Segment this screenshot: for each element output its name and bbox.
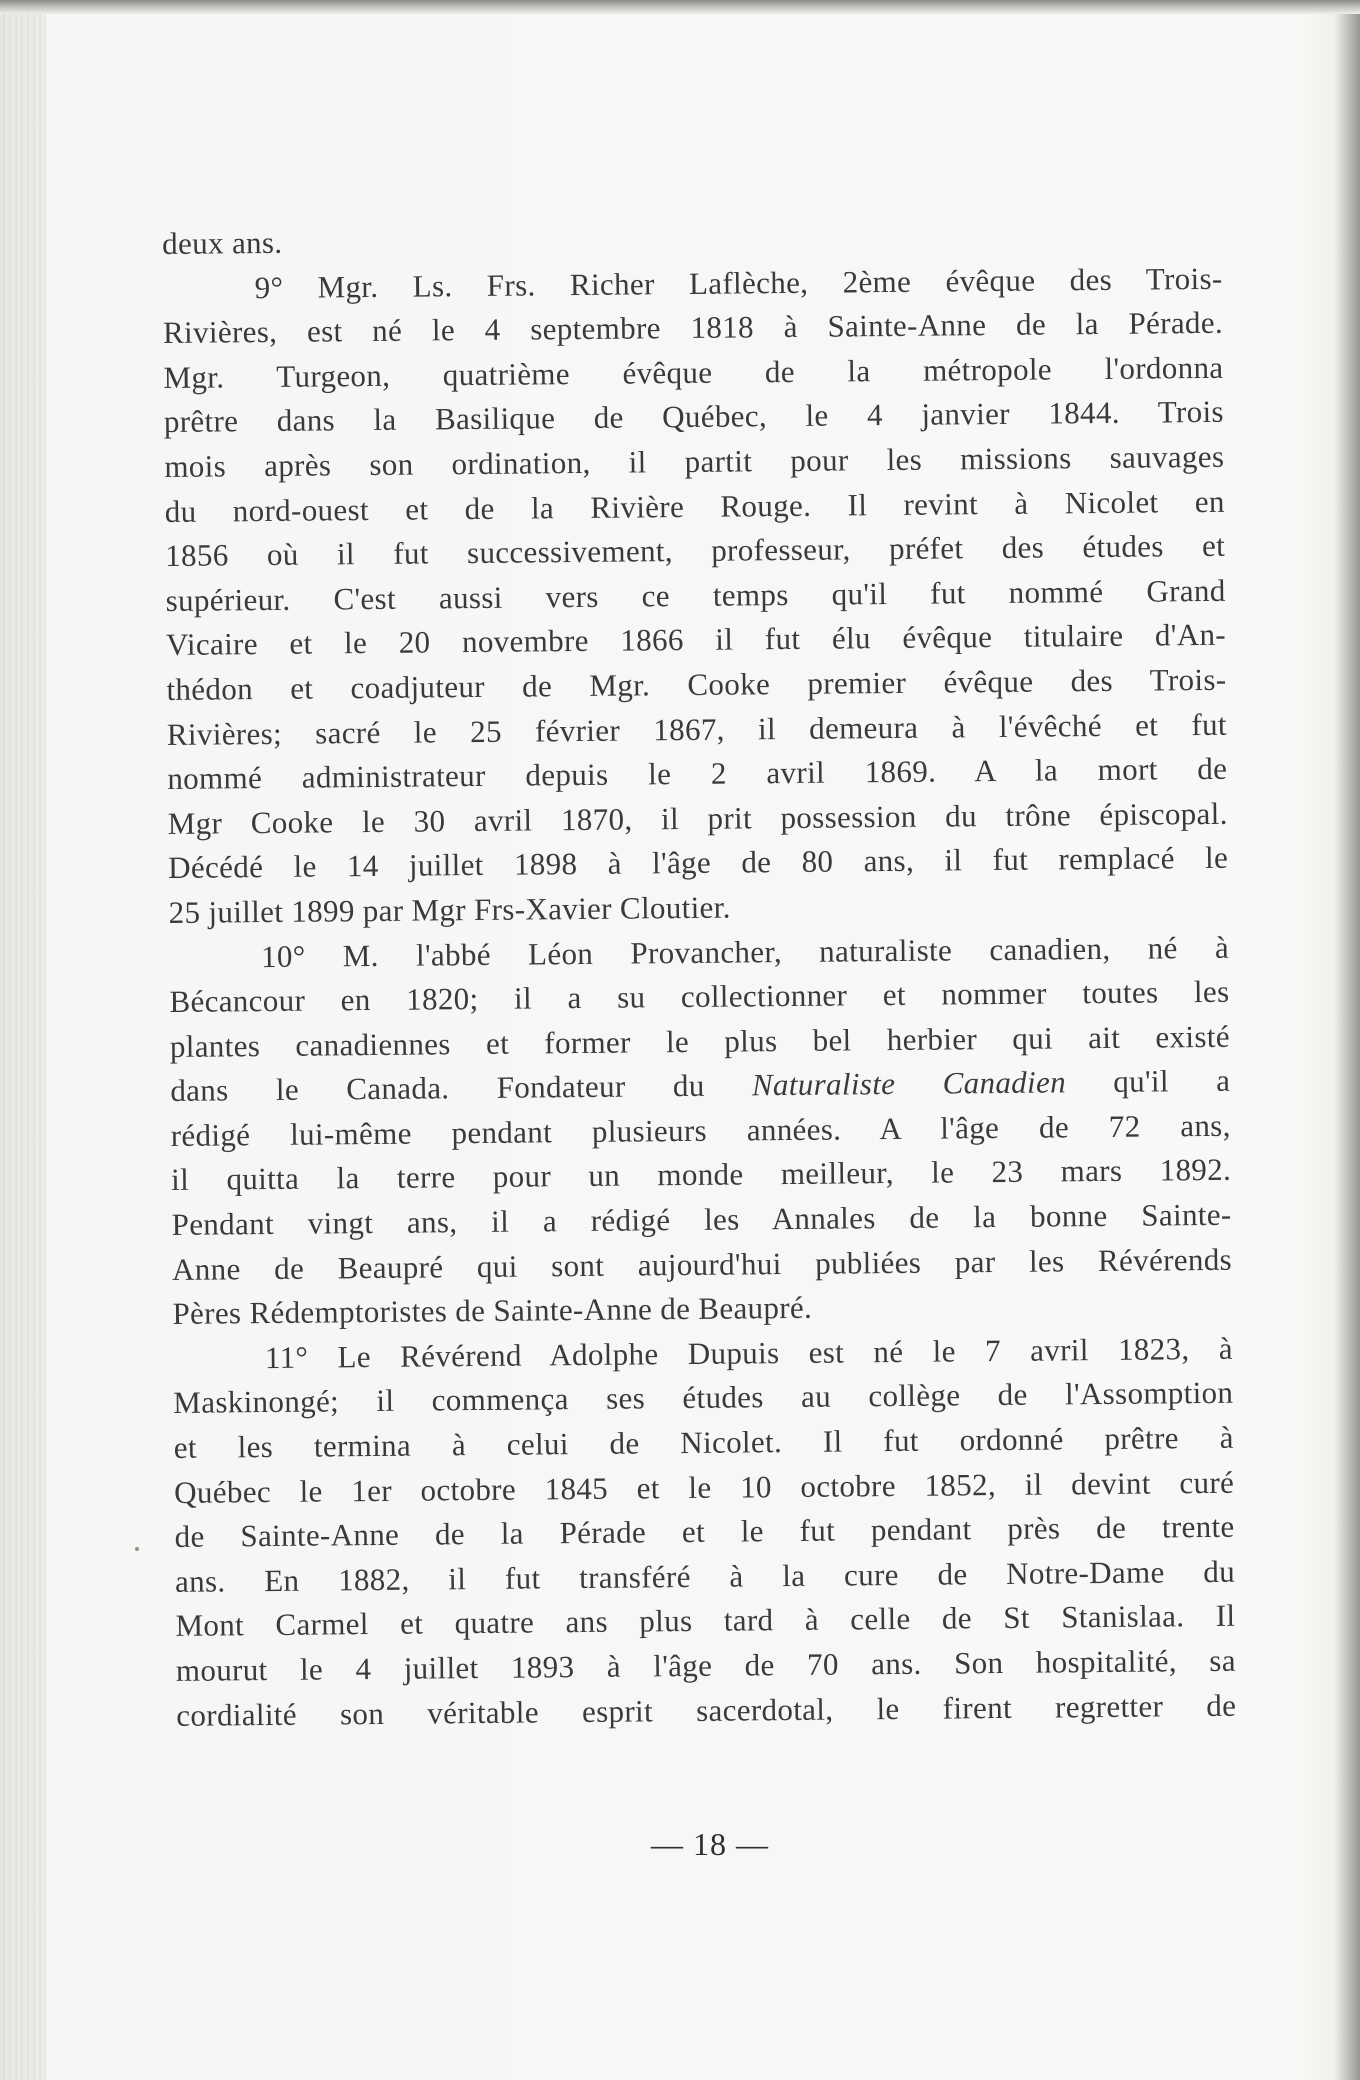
text-line: 11° Le Révérend Adolphe Dupuis est né le 7 avril 1823, à	[264, 1330, 1234, 1375]
text-line: Anne de Beaupré qui sont aujourd'hui publiées par les Révérends	[171, 1241, 1233, 1287]
text-line: Décédé le 14 juillet 1898 à l'âge de 80 ans, il fut remplacé le	[168, 840, 1229, 886]
text-line: Rivières, est né le 4 septembre 1818 à Sainte-Anne de la Pérade.	[162, 305, 1224, 351]
text-line: Mont Carmel et quatre ans plus tard à celle de St Stanislaa. Il	[175, 1598, 1236, 1644]
text-line: deux ans.	[162, 224, 283, 261]
text-line: il quitta la terre pour un monde meilleur, le 23 mars 1892.	[171, 1152, 1232, 1198]
page-stack-edge	[0, 14, 46, 2080]
text-line: Rivières; sacré le 25 février 1867, il demeura à l'évêché et fut	[166, 706, 1228, 752]
text-line: plantes canadiennes et former le plus bel herbier qui ait existé	[169, 1018, 1231, 1064]
text-line: 10° M. l'abbé Léon Provancher, naturaliste canadien, né à	[260, 929, 1230, 974]
text-line: Maskinongé; il commença ses études au collège de l'Assomption	[173, 1375, 1234, 1421]
text-line: du nord-ouest et de la Rivière Rouge. Il revint à Nicolet en	[164, 483, 1225, 529]
text-line: thédon et coadjuteur de Mgr. Cooke premier évêque des Trois-	[166, 661, 1227, 707]
journal-title: Naturaliste Canadien	[751, 1064, 1067, 1103]
text-line: mourut le 4 juillet 1893 à l'âge de 70 ans. Son hospitalité, sa	[175, 1642, 1237, 1688]
ink-speck	[135, 1547, 139, 1551]
scan-top-edge	[0, 0, 1360, 14]
text-line: rédigé lui-même pendant plusieurs années. A l'âge de 72 ans,	[170, 1107, 1231, 1153]
text-line: dans le Canada. Fondateur du Naturaliste Canadien qu'il a	[170, 1063, 1231, 1109]
text-line: Bécancour en 1820; il a su collectionner et nommer toutes les	[169, 973, 1230, 1020]
text-line: 1856 où il fut successivement, professeur, préfet des études et	[165, 527, 1226, 574]
text-line: prêtre dans la Basilique de Québec, le 4 janvier 1844. Trois	[163, 394, 1225, 440]
text-line: Mgr. Turgeon, quatrième évêque de la métropole l'ordonna	[163, 349, 1224, 395]
text-line: 9° Mgr. Ls. Frs. Richer Laflèche, 2ème évêque des Trois-	[254, 260, 1223, 305]
page-right-shadow	[1334, 14, 1360, 2080]
page-body	[162, 212, 1237, 1738]
text-line: ans. En 1882, il fut transféré à la cure de Notre-Dame du	[174, 1553, 1236, 1599]
text-line: Mgr Cooke le 30 avril 1870, il prit possession du trône épiscopal.	[167, 795, 1228, 841]
text-line: et les termina à celui de Nicolet. Il fut ordonné prêtre à	[173, 1419, 1234, 1465]
page-number: — 18 —	[651, 1826, 769, 1862]
text-line: nommé administrateur depuis le 2 avril 1869. A la mort de	[167, 750, 1228, 797]
text-line: Pendant vingt ans, il a rédigé les Annales de la bonne Sainte-	[171, 1196, 1232, 1243]
text-line: de Sainte-Anne de la Pérade et le fut pendant près de trente	[174, 1508, 1235, 1555]
text-line: cordialité son véritable esprit sacerdotal, le firent regretter de	[176, 1687, 1237, 1733]
text-line: Québec le 1er octobre 1845 et le 10 octobre 1852, il devint curé	[174, 1464, 1235, 1510]
text-line: mois après son ordination, il partit pour les missions sauvages	[164, 438, 1225, 484]
text-line: Vicaire et le 20 novembre 1866 il fut élu évêque titulaire d'An-	[165, 617, 1227, 663]
text-line: 25 juillet 1899 par Mgr Frs-Xavier Cloutier.	[168, 889, 731, 930]
text-line: Pères Rédemptoristes de Sainte-Anne de Beaupré.	[172, 1290, 813, 1332]
text-line: supérieur. C'est aussi vers ce temps qu'il fut nommé Grand	[165, 572, 1226, 618]
